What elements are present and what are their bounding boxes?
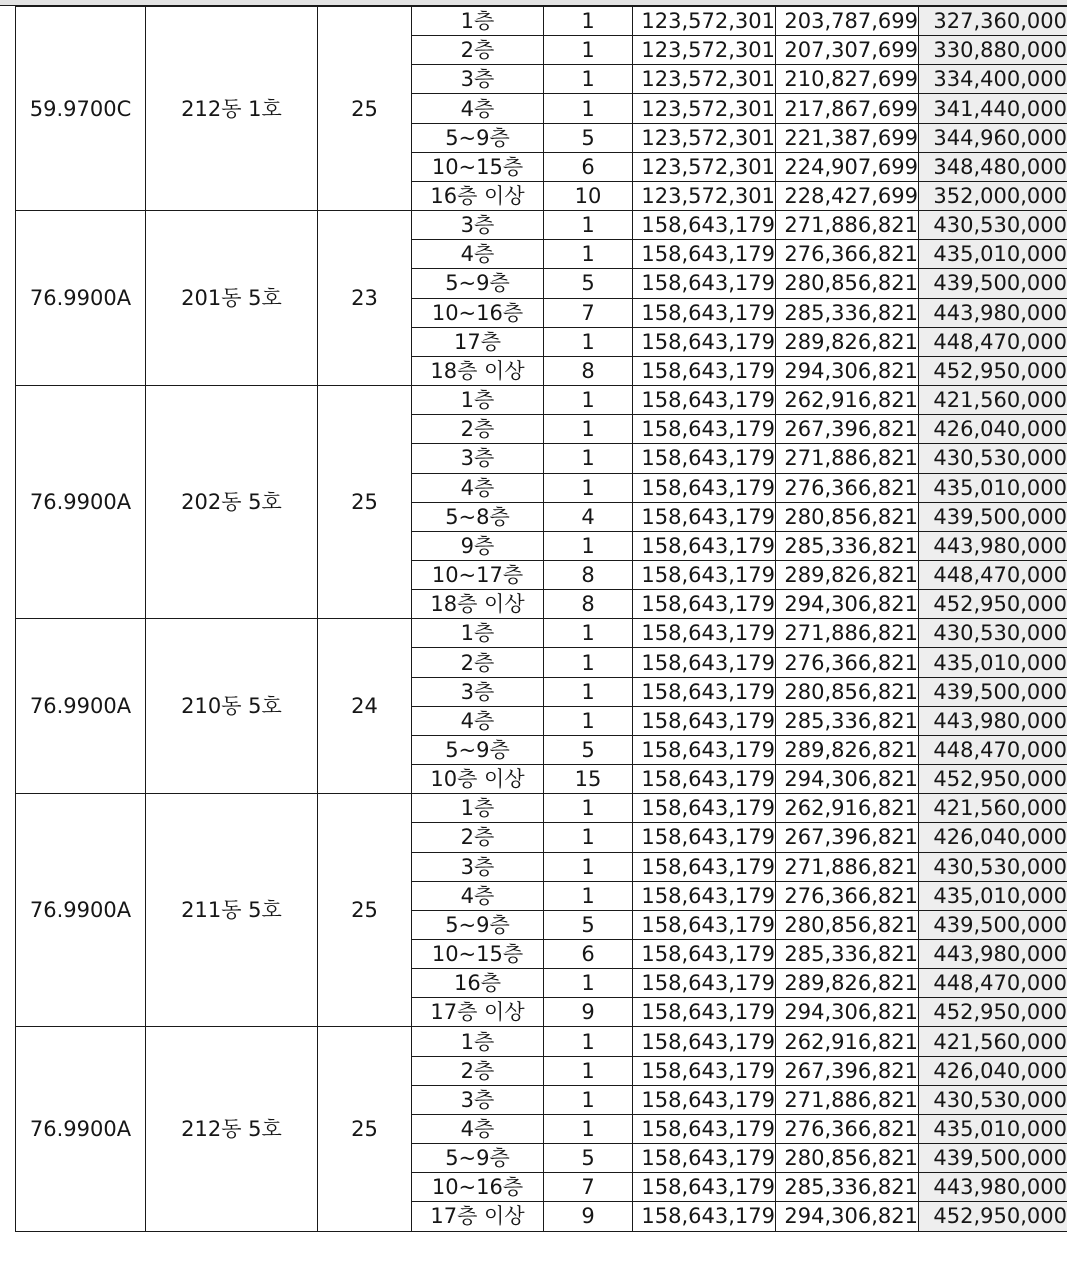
floor-cell: 10~17층 [412,560,544,589]
land-price-cell: 158,643,179 [633,677,776,706]
total-price-cell: 344,960,000 [919,123,1067,152]
floor-cell: 5~9층 [412,910,544,939]
floor-cell: 16층 이상 [412,181,544,210]
total-price-cell: 435,010,000 [919,1114,1067,1143]
building-price-cell: 210,827,699 [776,65,919,94]
building-price-cell: 276,366,821 [776,1114,919,1143]
total-price-cell: 327,360,000 [919,7,1067,36]
floor-cell: 3층 [412,677,544,706]
building-price-cell: 276,366,821 [776,881,919,910]
floor-cell: 10~16층 [412,298,544,327]
total-price-cell: 439,500,000 [919,502,1067,531]
unit-count-cell: 1 [544,473,633,502]
total-price-cell: 435,010,000 [919,240,1067,269]
total-price-cell: 439,500,000 [919,910,1067,939]
housing-type-cell: 76.9900A [16,619,146,794]
housing-type-cell: 76.9900A [16,794,146,1027]
unit-count-cell: 1 [544,969,633,998]
building-price-cell: 285,336,821 [776,298,919,327]
unit-count-cell: 5 [544,910,633,939]
building-price-cell: 289,826,821 [776,969,919,998]
building-price-cell: 289,826,821 [776,327,919,356]
unit-count-cell: 1 [544,677,633,706]
land-price-cell: 158,643,179 [633,1114,776,1143]
land-price-cell: 158,643,179 [633,823,776,852]
housing-type-cell: 59.9700C [16,7,146,211]
land-price-cell: 158,643,179 [633,765,776,794]
unit-location-cell: 212동 1호 [146,7,318,211]
unit-location-cell: 201동 5호 [146,211,318,386]
total-price-cell: 443,980,000 [919,706,1067,735]
building-price-cell: 276,366,821 [776,648,919,677]
floor-cell: 4층 [412,473,544,502]
building-price-cell: 285,336,821 [776,531,919,560]
building-price-cell: 271,886,821 [776,444,919,473]
unit-count-cell: 6 [544,940,633,969]
floor-cell: 2층 [412,648,544,677]
total-price-cell: 435,010,000 [919,648,1067,677]
unit-count-cell: 1 [544,65,633,94]
total-price-cell: 352,000,000 [919,181,1067,210]
household-count-cell: 25 [318,7,412,211]
land-price-cell: 158,643,179 [633,1085,776,1114]
unit-count-cell: 1 [544,211,633,240]
land-price-cell: 158,643,179 [633,211,776,240]
total-price-cell: 430,530,000 [919,852,1067,881]
total-price-cell: 439,500,000 [919,269,1067,298]
unit-count-cell: 1 [544,794,633,823]
unit-location-cell: 211동 5호 [146,794,318,1027]
land-price-cell: 158,643,179 [633,910,776,939]
household-count-cell: 25 [318,794,412,1027]
unit-count-cell: 1 [544,706,633,735]
unit-count-cell: 1 [544,531,633,560]
floor-cell: 1층 [412,619,544,648]
household-count-cell: 24 [318,619,412,794]
floor-cell: 17층 [412,327,544,356]
building-price-cell: 294,306,821 [776,1202,919,1231]
total-price-cell: 426,040,000 [919,415,1067,444]
land-price-cell: 158,643,179 [633,1056,776,1085]
total-price-cell: 443,980,000 [919,298,1067,327]
building-price-cell: 276,366,821 [776,473,919,502]
building-price-cell: 262,916,821 [776,1027,919,1056]
building-price-cell: 294,306,821 [776,590,919,619]
total-price-cell: 439,500,000 [919,1144,1067,1173]
building-price-cell: 271,886,821 [776,211,919,240]
unit-count-cell: 1 [544,327,633,356]
building-price-cell: 285,336,821 [776,706,919,735]
unit-count-cell: 1 [544,823,633,852]
land-price-cell: 158,643,179 [633,473,776,502]
total-price-cell: 426,040,000 [919,1056,1067,1085]
building-price-cell: 294,306,821 [776,998,919,1027]
building-price-cell: 276,366,821 [776,240,919,269]
floor-cell: 2층 [412,1056,544,1085]
building-price-cell: 285,336,821 [776,1173,919,1202]
building-price-cell: 280,856,821 [776,502,919,531]
building-price-cell: 207,307,699 [776,36,919,65]
unit-count-cell: 10 [544,181,633,210]
floor-cell: 3층 [412,444,544,473]
total-price-cell: 435,010,000 [919,473,1067,502]
floor-cell: 5~8층 [412,502,544,531]
land-price-cell: 158,643,179 [633,969,776,998]
land-price-cell: 158,643,179 [633,1144,776,1173]
land-price-cell: 158,643,179 [633,794,776,823]
table-row [16,1027,1067,1056]
land-price-cell: 158,643,179 [633,648,776,677]
total-price-cell: 421,560,000 [919,386,1067,415]
building-price-cell: 289,826,821 [776,560,919,589]
building-price-cell: 280,856,821 [776,1144,919,1173]
land-price-cell: 158,643,179 [633,415,776,444]
building-price-cell: 294,306,821 [776,356,919,385]
land-price-cell: 158,643,179 [633,502,776,531]
land-price-cell: 158,643,179 [633,998,776,1027]
floor-cell: 4층 [412,94,544,123]
land-price-cell: 158,643,179 [633,735,776,764]
floor-cell: 5~9층 [412,1144,544,1173]
land-price-cell: 123,572,301 [633,65,776,94]
unit-count-cell: 8 [544,590,633,619]
floor-cell: 5~9층 [412,123,544,152]
floor-cell: 2층 [412,415,544,444]
table-row [16,211,1067,240]
building-price-cell: 267,396,821 [776,415,919,444]
unit-count-cell: 1 [544,386,633,415]
floor-cell: 17층 이상 [412,998,544,1027]
unit-count-cell: 1 [544,1056,633,1085]
unit-count-cell: 1 [544,1027,633,1056]
total-price-cell: 341,440,000 [919,94,1067,123]
total-price-cell: 334,400,000 [919,65,1067,94]
floor-cell: 5~9층 [412,735,544,764]
unit-count-cell: 4 [544,502,633,531]
building-price-cell: 271,886,821 [776,1085,919,1114]
land-price-cell: 123,572,301 [633,7,776,36]
building-price-cell: 262,916,821 [776,386,919,415]
floor-cell: 18층 이상 [412,590,544,619]
household-count-cell: 25 [318,386,412,619]
building-price-cell: 271,886,821 [776,619,919,648]
unit-count-cell: 8 [544,560,633,589]
price-table [15,6,1067,1232]
building-price-cell: 228,427,699 [776,181,919,210]
unit-location-cell: 210동 5호 [146,619,318,794]
household-count-cell: 23 [318,211,412,386]
land-price-cell: 123,572,301 [633,123,776,152]
unit-count-cell: 8 [544,356,633,385]
unit-count-cell: 5 [544,269,633,298]
land-price-cell: 158,643,179 [633,240,776,269]
land-price-cell: 158,643,179 [633,619,776,648]
land-price-cell: 158,643,179 [633,940,776,969]
floor-cell: 4층 [412,881,544,910]
land-price-cell: 158,643,179 [633,327,776,356]
total-price-cell: 430,530,000 [919,211,1067,240]
land-price-cell: 158,643,179 [633,1027,776,1056]
building-price-cell: 262,916,821 [776,794,919,823]
land-price-cell: 158,643,179 [633,356,776,385]
unit-count-cell: 9 [544,1202,633,1231]
total-price-cell: 421,560,000 [919,794,1067,823]
floor-cell: 2층 [412,36,544,65]
land-price-cell: 123,572,301 [633,94,776,123]
land-price-cell: 158,643,179 [633,298,776,327]
building-price-cell: 280,856,821 [776,677,919,706]
unit-count-cell: 1 [544,1085,633,1114]
unit-count-cell: 1 [544,240,633,269]
total-price-cell: 448,470,000 [919,969,1067,998]
building-price-cell: 267,396,821 [776,1056,919,1085]
land-price-cell: 123,572,301 [633,36,776,65]
land-price-cell: 158,643,179 [633,560,776,589]
unit-count-cell: 5 [544,735,633,764]
land-price-cell: 158,643,179 [633,1173,776,1202]
floor-cell: 5~9층 [412,269,544,298]
unit-count-cell: 1 [544,1114,633,1143]
table-row [16,386,1067,415]
unit-count-cell: 1 [544,881,633,910]
unit-count-cell: 1 [544,36,633,65]
land-price-cell: 158,643,179 [633,269,776,298]
unit-count-cell: 1 [544,7,633,36]
unit-count-cell: 15 [544,765,633,794]
floor-cell: 4층 [412,1114,544,1143]
total-price-cell: 426,040,000 [919,823,1067,852]
land-price-cell: 158,643,179 [633,881,776,910]
total-price-cell: 439,500,000 [919,677,1067,706]
unit-count-cell: 7 [544,298,633,327]
floor-cell: 3층 [412,65,544,94]
building-price-cell: 224,907,699 [776,152,919,181]
unit-count-cell: 6 [544,152,633,181]
building-price-cell: 217,867,699 [776,94,919,123]
land-price-cell: 158,643,179 [633,444,776,473]
building-price-cell: 203,787,699 [776,7,919,36]
total-price-cell: 443,980,000 [919,1173,1067,1202]
building-price-cell: 289,826,821 [776,735,919,764]
unit-count-cell: 1 [544,619,633,648]
floor-cell: 1층 [412,7,544,36]
land-price-cell: 158,643,179 [633,386,776,415]
floor-cell: 1층 [412,386,544,415]
unit-count-cell: 1 [544,852,633,881]
total-price-cell: 452,950,000 [919,998,1067,1027]
household-count-cell: 25 [318,1027,412,1231]
total-price-cell: 448,470,000 [919,735,1067,764]
floor-cell: 3층 [412,1085,544,1114]
total-price-cell: 452,950,000 [919,590,1067,619]
land-price-cell: 158,643,179 [633,531,776,560]
housing-type-cell: 76.9900A [16,211,146,386]
land-price-cell: 123,572,301 [633,152,776,181]
floor-cell: 9층 [412,531,544,560]
building-price-cell: 271,886,821 [776,852,919,881]
floor-cell: 10~15층 [412,152,544,181]
total-price-cell: 430,530,000 [919,1085,1067,1114]
table-row [16,619,1067,648]
unit-count-cell: 5 [544,1144,633,1173]
floor-cell: 10~16층 [412,1173,544,1202]
land-price-cell: 158,643,179 [633,706,776,735]
table-row [16,794,1067,823]
price-table-body [16,7,1067,1232]
total-price-cell: 435,010,000 [919,881,1067,910]
unit-location-cell: 212동 5호 [146,1027,318,1231]
total-price-cell: 452,950,000 [919,765,1067,794]
building-price-cell: 285,336,821 [776,940,919,969]
land-price-cell: 123,572,301 [633,181,776,210]
floor-cell: 2층 [412,823,544,852]
building-price-cell: 280,856,821 [776,269,919,298]
total-price-cell: 452,950,000 [919,356,1067,385]
building-price-cell: 280,856,821 [776,910,919,939]
land-price-cell: 158,643,179 [633,852,776,881]
total-price-cell: 330,880,000 [919,36,1067,65]
table-row [16,7,1067,36]
unit-count-cell: 1 [544,94,633,123]
total-price-cell: 430,530,000 [919,619,1067,648]
housing-type-cell: 76.9900A [16,386,146,619]
total-price-cell: 452,950,000 [919,1202,1067,1231]
unit-location-cell: 202동 5호 [146,386,318,619]
unit-count-cell: 7 [544,1173,633,1202]
floor-cell: 1층 [412,794,544,823]
housing-type-cell: 76.9900A [16,1027,146,1231]
unit-count-cell: 1 [544,444,633,473]
total-price-cell: 448,470,000 [919,560,1067,589]
total-price-cell: 430,530,000 [919,444,1067,473]
building-price-cell: 294,306,821 [776,765,919,794]
land-price-cell: 158,643,179 [633,590,776,619]
total-price-cell: 448,470,000 [919,327,1067,356]
floor-cell: 17층 이상 [412,1202,544,1231]
unit-count-cell: 1 [544,648,633,677]
floor-cell: 4층 [412,240,544,269]
total-price-cell: 348,480,000 [919,152,1067,181]
unit-count-cell: 1 [544,415,633,444]
floor-cell: 10층 이상 [412,765,544,794]
floor-cell: 16층 [412,969,544,998]
total-price-cell: 443,980,000 [919,531,1067,560]
total-price-cell: 421,560,000 [919,1027,1067,1056]
unit-count-cell: 5 [544,123,633,152]
floor-cell: 10~15층 [412,940,544,969]
floor-cell: 1층 [412,1027,544,1056]
floor-cell: 4층 [412,706,544,735]
floor-cell: 3층 [412,852,544,881]
unit-count-cell: 9 [544,998,633,1027]
floor-cell: 3층 [412,211,544,240]
building-price-cell: 221,387,699 [776,123,919,152]
floor-cell: 18층 이상 [412,356,544,385]
building-price-cell: 267,396,821 [776,823,919,852]
total-price-cell: 443,980,000 [919,940,1067,969]
land-price-cell: 158,643,179 [633,1202,776,1231]
